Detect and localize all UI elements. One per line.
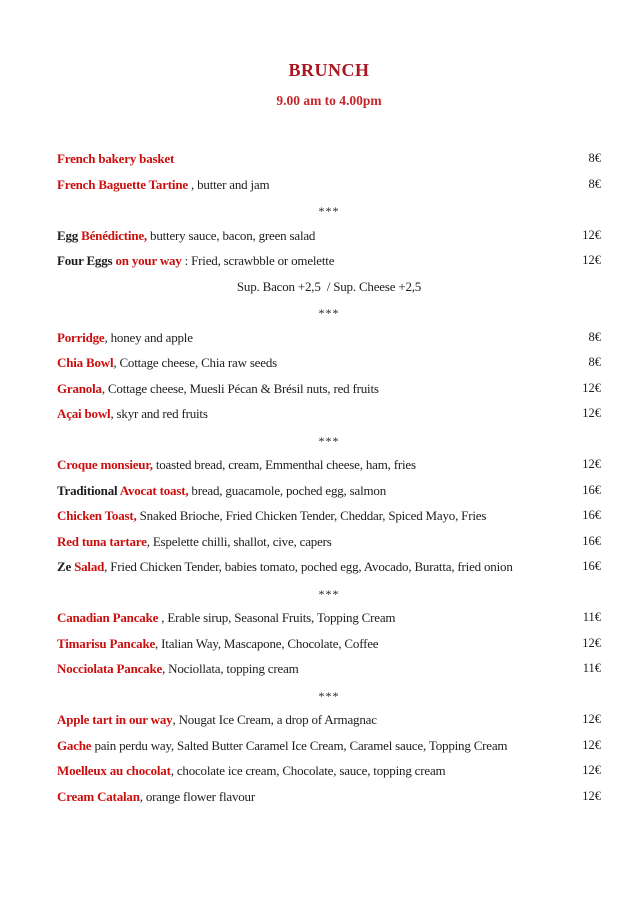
menu-section — [57, 146, 601, 197]
item-name: Bénédictine, — [81, 227, 147, 243]
item-description — [57, 478, 386, 504]
item-price: 11€ — [582, 610, 601, 624]
menu-section — [57, 707, 601, 809]
menu-item-row — [57, 401, 601, 427]
item-price: 12€ — [582, 406, 601, 420]
item-price: 12€ — [582, 227, 601, 242]
item-description — [57, 707, 377, 733]
item-description — [57, 146, 174, 172]
menu-item-row — [57, 172, 601, 198]
item-text-segment: , Espelette chilli, shallot, cive, capers — [146, 533, 332, 549]
item-price: 12€ — [582, 712, 601, 726]
item-price: 12€ — [582, 253, 601, 267]
item-price: 8€ — [588, 151, 601, 165]
item-price: 8€ — [588, 355, 601, 369]
menu-section — [57, 223, 601, 300]
menu-item-row — [57, 503, 601, 529]
item-name: Gache — [57, 737, 92, 753]
section-separator: *** — [318, 204, 340, 218]
menu-item-row — [57, 350, 601, 376]
menu-item-row — [57, 784, 601, 810]
menu-item-row — [57, 758, 601, 784]
item-text-segment: , Erable sirup, Seasonal Fruits, Topping Cream — [158, 610, 396, 625]
item-name: on your way — [115, 253, 182, 268]
item-description — [57, 656, 299, 682]
item-text-segment: bread, guacamole, poched egg, salmon — [188, 482, 387, 498]
item-price: 12€ — [582, 737, 601, 752]
item-price: 16€ — [582, 508, 601, 522]
menu-item-row — [57, 478, 601, 504]
item-price: 16€ — [582, 533, 601, 548]
section-separator: *** — [318, 586, 340, 601]
item-description — [57, 401, 208, 427]
menu-section — [57, 325, 601, 427]
menu-item-row — [57, 146, 601, 172]
menu-item-row — [57, 631, 601, 657]
item-text-segment: , Nociollata, topping cream — [162, 661, 299, 676]
item-name: Granola — [57, 380, 102, 396]
item-name: Açai bowl — [57, 406, 111, 421]
section-note: Sup. Bacon +2,5 / Sup. Cheese +2,5 — [236, 278, 422, 294]
item-description — [57, 248, 334, 274]
item-text-segment: : Fried, scrawbble or omelette — [181, 253, 335, 268]
item-text-segment: Ze — [57, 559, 75, 574]
item-text-segment: buttery sauce, bacon, green salad — [146, 227, 316, 243]
menu-section — [57, 452, 601, 580]
section-separator: *** — [318, 433, 340, 448]
item-description — [57, 376, 379, 402]
item-text-segment: , Fried Chicken Tender, babies tomato, poched egg, Avocado, Buratta, fried onion — [104, 559, 513, 574]
menu-item-row — [57, 605, 601, 631]
item-text-segment: Snaked Brioche, Fried Chicken Tender, Cheddar, Spiced Mayo, Fries — [136, 508, 487, 523]
item-text-segment: , Cottage cheese, Chia raw seeds — [113, 355, 277, 370]
item-text-segment: , orange flower flavour — [139, 788, 255, 804]
menu-item-row — [57, 554, 601, 580]
item-price: 12€ — [582, 380, 601, 395]
section-separator: *** — [318, 688, 340, 703]
item-description — [57, 631, 378, 657]
item-name: Moelleux au chocolat — [57, 763, 171, 778]
item-description — [57, 758, 445, 784]
item-description — [57, 172, 269, 198]
menu-body — [57, 146, 601, 809]
item-description — [57, 223, 315, 249]
item-price: 16€ — [582, 482, 601, 497]
item-price: 8€ — [588, 329, 601, 344]
item-description — [57, 784, 255, 810]
item-text-segment: Four Eggs — [57, 253, 116, 268]
item-name: Chicken Toast, — [57, 508, 137, 523]
item-description — [57, 733, 507, 759]
menu-item-row — [57, 707, 601, 733]
page-subtitle: 9.00 am to 4.00pm — [276, 93, 382, 108]
menu-item-row — [57, 529, 601, 555]
item-name: French Baguette Tartine — [57, 176, 188, 192]
item-description — [57, 350, 277, 376]
item-text-segment: , honey and apple — [104, 329, 193, 345]
item-text-segment: , skyr and red fruits — [110, 406, 208, 421]
item-name: Apple tart in our way — [57, 712, 173, 727]
item-price: 12€ — [582, 788, 601, 803]
item-name: Red tuna tartare — [57, 533, 147, 549]
page-title: BRUNCH — [288, 60, 370, 80]
menu-item-row — [57, 223, 601, 249]
item-name: Porridge — [57, 329, 105, 345]
item-price: 11€ — [582, 661, 601, 675]
item-name: Timarisu Pancake — [57, 635, 156, 651]
item-text-segment: , butter and jam — [187, 176, 270, 192]
item-name: Salad — [74, 559, 105, 574]
item-name: Chia Bowl — [57, 355, 114, 370]
menu-section — [57, 605, 601, 682]
item-text-segment: , chocolate ice cream, Chocolate, sauce, topping cream — [170, 763, 446, 778]
item-text-segment: , Italian Way, Mascapone, Chocolate, Coffee — [155, 635, 379, 651]
item-name: Avocat toast, — [119, 482, 189, 498]
item-name: Croque monsieur, — [57, 457, 153, 472]
item-description — [57, 325, 193, 351]
item-price: 12€ — [582, 763, 601, 777]
menu-item-row — [57, 452, 601, 478]
item-name: Cream Catalan — [57, 788, 140, 804]
item-text-segment: pain perdu way, Salted Butter Caramel Ice Cream, Caramel sauce, Topping Cream — [91, 737, 508, 753]
item-price: 12€ — [582, 635, 601, 650]
item-name: Nocciolata Pancake — [57, 661, 163, 676]
menu-item-row — [57, 325, 601, 351]
item-description — [57, 452, 416, 478]
item-price: 16€ — [582, 559, 601, 573]
item-description — [57, 529, 332, 555]
item-name: Canadian Pancake — [57, 610, 159, 625]
item-description — [57, 503, 486, 529]
item-description — [57, 605, 395, 631]
section-separator: *** — [318, 306, 340, 320]
menu-item-row — [57, 656, 601, 682]
item-price: 12€ — [582, 457, 601, 471]
item-price: 8€ — [588, 176, 601, 191]
item-name: French bakery basket — [57, 151, 175, 166]
item-text-segment: , Nougat Ice Cream, a drop of Armagnac — [172, 712, 377, 727]
menu-item-row — [57, 733, 601, 759]
item-text-segment: Traditional — [57, 482, 120, 498]
item-text-segment: , Cottage cheese, Muesli Pécan & Brésil nuts, red fruits — [101, 380, 379, 396]
item-description — [57, 554, 513, 580]
menu-header — [57, 60, 601, 109]
menu-item-row — [57, 376, 601, 402]
item-text-segment: Egg — [57, 227, 82, 243]
item-text-segment: toasted bread, cream, Emmenthal cheese, ham, fries — [152, 457, 416, 472]
menu-item-row — [57, 248, 601, 274]
